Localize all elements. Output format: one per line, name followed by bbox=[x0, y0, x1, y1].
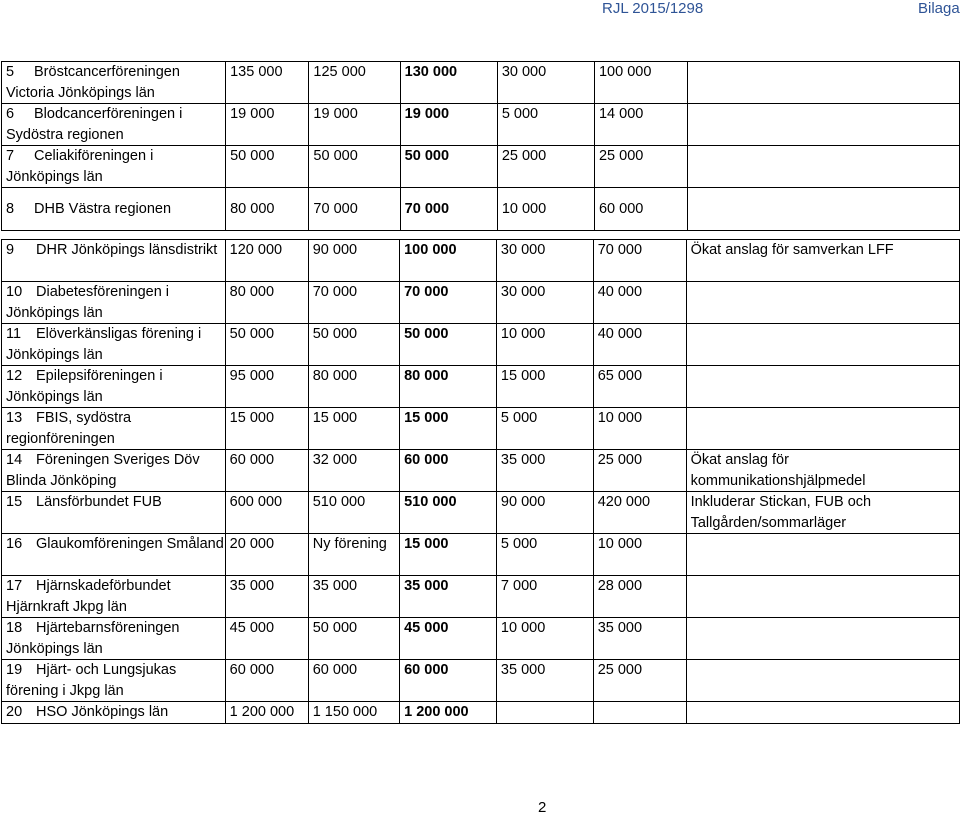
value-cell: 80 000 bbox=[226, 188, 309, 231]
row-number: 17 bbox=[6, 578, 23, 594]
page-header bbox=[0, 0, 960, 22]
value-cell: 19 000 bbox=[226, 104, 309, 146]
org-name: Hjärnskadeförbundet Hjärnkraft Jkpg län bbox=[6, 578, 171, 615]
value-cell: 420 000 bbox=[593, 492, 686, 534]
value-cell: 10 000 bbox=[496, 618, 593, 660]
note-cell bbox=[686, 618, 959, 660]
value-cell: 30 000 bbox=[497, 62, 594, 104]
value-cell: 5 000 bbox=[497, 104, 594, 146]
note-cell bbox=[688, 188, 960, 231]
org-name: Celiakiföreningen i Jönköpings län bbox=[6, 148, 154, 185]
value-cell: 70 000 bbox=[593, 240, 686, 282]
value-cell: 510 000 bbox=[308, 492, 399, 534]
value-cell: 5 000 bbox=[496, 534, 593, 576]
org-name: Hjärt- och Lungsjukas förening i Jkpg län bbox=[6, 662, 177, 699]
table-row bbox=[2, 240, 960, 282]
value-cell: 600 000 bbox=[225, 492, 308, 534]
value-cell: 120 000 bbox=[225, 240, 308, 282]
row-number: 10 bbox=[6, 284, 23, 300]
org-name: Elöverkänsligas förening i Jönköpings län bbox=[6, 326, 202, 363]
value-cell bbox=[496, 702, 593, 724]
org-name: Föreningen Sveriges Döv Blinda Jönköping bbox=[6, 452, 200, 489]
org-name: Hjärtebarnsföreningen Jönköpings län bbox=[6, 620, 180, 657]
table-row bbox=[2, 702, 960, 724]
note-cell bbox=[686, 702, 959, 724]
value-cell: 35 000 bbox=[308, 576, 399, 618]
value-cell: 35 000 bbox=[225, 576, 308, 618]
org-cell bbox=[2, 282, 226, 324]
org-cell bbox=[2, 618, 226, 660]
value-cell: 19 000 bbox=[309, 104, 400, 146]
value-cell: 90 000 bbox=[308, 240, 399, 282]
table-row bbox=[2, 492, 960, 534]
row-number: 15 bbox=[6, 494, 23, 510]
value-cell: 35 000 bbox=[496, 660, 593, 702]
value-cell: 1 200 000 bbox=[400, 702, 497, 724]
value-cell: 25 000 bbox=[593, 660, 686, 702]
note-cell bbox=[686, 324, 959, 366]
value-cell: 45 000 bbox=[225, 618, 308, 660]
value-cell: 80 000 bbox=[308, 366, 399, 408]
value-cell: 65 000 bbox=[593, 366, 686, 408]
value-cell: Ny förening bbox=[308, 534, 399, 576]
org-name: DHR Jönköpings länsdistrikt bbox=[36, 242, 218, 258]
value-cell: 15 000 bbox=[308, 408, 399, 450]
value-cell: 15 000 bbox=[225, 408, 308, 450]
note-cell bbox=[688, 146, 960, 188]
value-cell: 28 000 bbox=[593, 576, 686, 618]
row-number: 12 bbox=[6, 368, 23, 384]
table-row bbox=[2, 324, 960, 366]
value-cell: 10 000 bbox=[496, 324, 593, 366]
appendix-label: Bilaga bbox=[918, 0, 960, 17]
value-cell: 100 000 bbox=[400, 240, 497, 282]
grants-table-2 bbox=[1, 239, 960, 724]
value-cell: 50 000 bbox=[400, 324, 497, 366]
value-cell bbox=[593, 702, 686, 724]
table-row bbox=[2, 618, 960, 660]
org-cell bbox=[2, 534, 226, 576]
value-cell: 95 000 bbox=[225, 366, 308, 408]
table-row bbox=[2, 62, 960, 104]
value-cell: 10 000 bbox=[497, 188, 594, 231]
table-row bbox=[2, 408, 960, 450]
value-cell: 50 000 bbox=[225, 324, 308, 366]
value-cell: 30 000 bbox=[496, 282, 593, 324]
note-cell bbox=[686, 366, 959, 408]
org-cell bbox=[2, 576, 226, 618]
value-cell: 45 000 bbox=[400, 618, 497, 660]
value-cell: 10 000 bbox=[593, 534, 686, 576]
value-cell: 50 000 bbox=[309, 146, 400, 188]
value-cell: 32 000 bbox=[308, 450, 399, 492]
value-cell: 135 000 bbox=[226, 62, 309, 104]
org-name: HSO Jönköpings län bbox=[36, 704, 169, 720]
org-cell bbox=[2, 660, 226, 702]
row-number: 11 bbox=[6, 326, 22, 342]
value-cell: 1 150 000 bbox=[308, 702, 399, 724]
org-name: Diabetesföreningen i Jönköpings län bbox=[6, 284, 170, 321]
row-number: 13 bbox=[6, 410, 23, 426]
value-cell: 50 000 bbox=[308, 324, 399, 366]
row-number: 18 bbox=[6, 620, 23, 636]
value-cell: 40 000 bbox=[593, 282, 686, 324]
note-cell bbox=[686, 282, 959, 324]
row-number: 9 bbox=[6, 242, 15, 258]
org-cell bbox=[2, 492, 226, 534]
table-row bbox=[2, 104, 960, 146]
table-row bbox=[2, 188, 960, 231]
row-number: 16 bbox=[6, 536, 23, 552]
value-cell: 125 000 bbox=[309, 62, 400, 104]
value-cell: 1 200 000 bbox=[225, 702, 308, 724]
value-cell: 130 000 bbox=[400, 62, 497, 104]
note-cell bbox=[686, 576, 959, 618]
table-row bbox=[2, 366, 960, 408]
value-cell: 70 000 bbox=[309, 188, 400, 231]
value-cell: 60 000 bbox=[400, 450, 497, 492]
value-cell: 25 000 bbox=[594, 146, 687, 188]
org-cell: 6 Blodcancerföreningen i Sydöstra regionen bbox=[2, 104, 226, 146]
value-cell: 60 000 bbox=[594, 188, 687, 231]
note-cell bbox=[688, 104, 960, 146]
note-cell bbox=[686, 534, 959, 576]
value-cell: 60 000 bbox=[308, 660, 399, 702]
value-cell: 80 000 bbox=[400, 366, 497, 408]
page-number: 2 bbox=[538, 799, 547, 816]
value-cell: 60 000 bbox=[225, 660, 308, 702]
org-name: Blodcancerföreningen i Sydöstra regionen bbox=[6, 106, 183, 143]
org-cell bbox=[2, 366, 226, 408]
value-cell: 25 000 bbox=[593, 450, 686, 492]
org-name: DHB Västra regionen bbox=[34, 201, 172, 217]
note-cell bbox=[688, 62, 960, 104]
org-cell bbox=[2, 324, 226, 366]
table-row bbox=[2, 450, 960, 492]
org-cell bbox=[2, 450, 226, 492]
value-cell: 80 000 bbox=[225, 282, 308, 324]
value-cell: 40 000 bbox=[593, 324, 686, 366]
org-name: FBIS, sydöstra regionföreningen bbox=[6, 410, 132, 447]
value-cell: 90 000 bbox=[496, 492, 593, 534]
note-cell: Ökat anslag för kommunikationshjälpmedel bbox=[686, 450, 959, 492]
table-row bbox=[2, 146, 960, 188]
note-cell: Inkluderar Stickan, FUB och Tallgården/sommarläger bbox=[686, 492, 959, 534]
value-cell: 5 000 bbox=[496, 408, 593, 450]
table-row bbox=[2, 576, 960, 618]
value-cell: 50 000 bbox=[226, 146, 309, 188]
value-cell: 19 000 bbox=[400, 104, 497, 146]
value-cell: 20 000 bbox=[225, 534, 308, 576]
value-cell: 15 000 bbox=[400, 534, 497, 576]
value-cell: 25 000 bbox=[497, 146, 594, 188]
org-cell: 7 Celiakiföreningen i Jönköpings län bbox=[2, 146, 226, 188]
table-row bbox=[2, 534, 960, 576]
value-cell: 100 000 bbox=[594, 62, 687, 104]
value-cell: 70 000 bbox=[308, 282, 399, 324]
table-row bbox=[2, 282, 960, 324]
org-name: Glaukomföreningen Småland bbox=[36, 536, 224, 552]
value-cell: 15 000 bbox=[400, 408, 497, 450]
org-cell bbox=[2, 702, 226, 724]
org-cell: 8 DHB Västra regionen bbox=[2, 188, 226, 231]
value-cell: 35 000 bbox=[496, 450, 593, 492]
org-cell bbox=[2, 408, 226, 450]
value-cell: 70 000 bbox=[400, 188, 497, 231]
org-cell bbox=[2, 240, 226, 282]
org-name: Bröstcancerföreningen Victoria Jönköpings län bbox=[6, 64, 180, 101]
reference-number: RJL 2015/1298 bbox=[602, 0, 704, 17]
value-cell: 70 000 bbox=[400, 282, 497, 324]
note-cell bbox=[686, 660, 959, 702]
value-cell: 510 000 bbox=[400, 492, 497, 534]
row-number: 20 bbox=[6, 704, 23, 720]
value-cell: 7 000 bbox=[496, 576, 593, 618]
grants-table-1 bbox=[1, 61, 960, 231]
value-cell: 15 000 bbox=[496, 366, 593, 408]
note-cell: Ökat anslag för samverkan LFF bbox=[686, 240, 959, 282]
row-number: 14 bbox=[6, 452, 23, 468]
value-cell: 60 000 bbox=[400, 660, 497, 702]
value-cell: 60 000 bbox=[225, 450, 308, 492]
value-cell: 50 000 bbox=[308, 618, 399, 660]
row-number: 19 bbox=[6, 662, 23, 678]
table-row bbox=[2, 660, 960, 702]
org-cell: 5 Bröstcancerföreningen Victoria Jönköpings län bbox=[2, 62, 226, 104]
value-cell: 10 000 bbox=[593, 408, 686, 450]
value-cell: 30 000 bbox=[496, 240, 593, 282]
value-cell: 35 000 bbox=[593, 618, 686, 660]
value-cell: 14 000 bbox=[594, 104, 687, 146]
org-name: Länsförbundet FUB bbox=[36, 494, 162, 510]
value-cell: 50 000 bbox=[400, 146, 497, 188]
note-cell bbox=[686, 408, 959, 450]
org-name: Epilepsiföreningen i Jönköpings län bbox=[6, 368, 163, 405]
value-cell: 35 000 bbox=[400, 576, 497, 618]
